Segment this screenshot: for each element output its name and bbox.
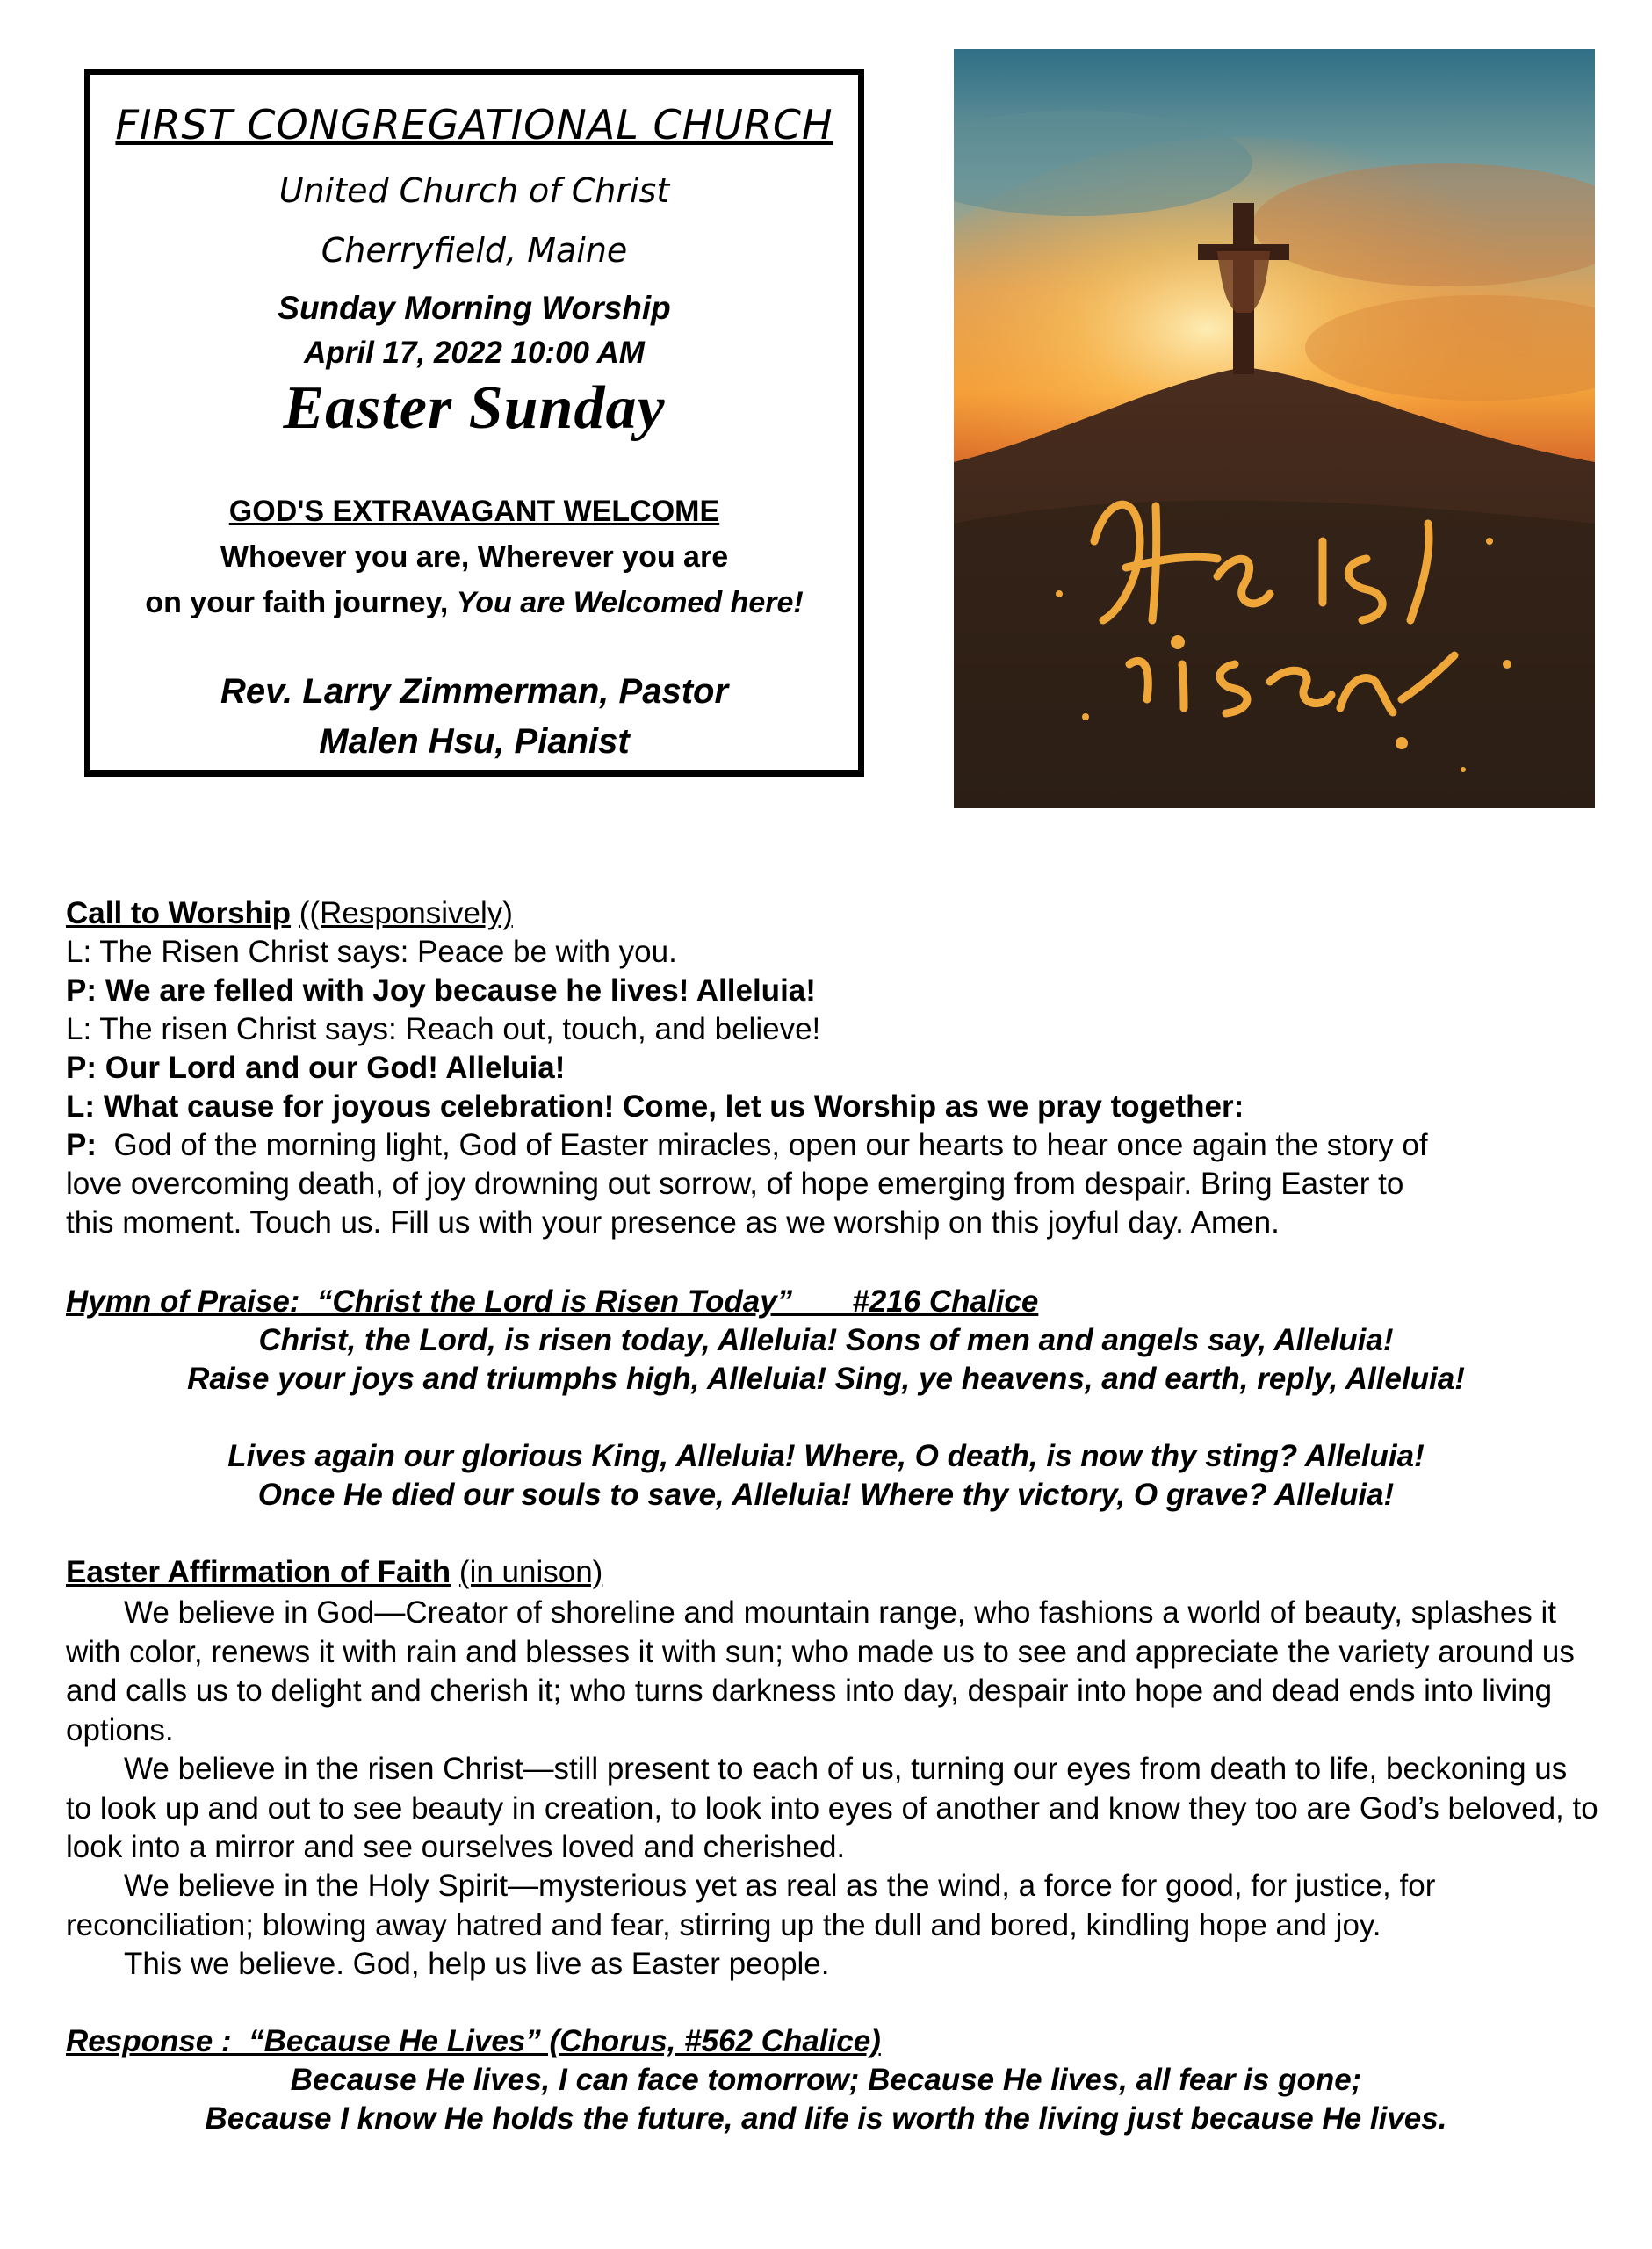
hymn-verse-line: Lives again our glorious King, Alleluia! Where, O death, is now thy sting? Alleluia!	[227, 1439, 1425, 1473]
affirmation-title: Easter Affirmation of Faith	[66, 1555, 451, 1589]
welcome-line-2	[90, 586, 858, 620]
hymn-heading: Hymn of Praise: “Christ the Lord is Risen Today” #216 Chalice	[66, 1284, 1039, 1319]
cross-hill-illustration	[954, 49, 1595, 808]
hymn-verse-line: Once He died our souls to save, Alleluia! Where thy victory, O grave? Alleluia!	[257, 1478, 1395, 1512]
liturgy-line: P: We are felled with Joy because he lives! Alleluia!	[66, 973, 816, 1008]
day-title: Easter Sunday	[283, 374, 666, 442]
prayer-line	[66, 1128, 1428, 1163]
liturgy-line: P: Our Lord and our God! Alleluia!	[66, 1051, 566, 1085]
service-date-time: April 17, 2022 10:00 AM	[304, 336, 645, 370]
response-heading: Response : “Because He Lives” (Chorus, #562 Chalice)	[66, 2024, 881, 2058]
church-header-box	[84, 69, 864, 777]
prayer-line: love overcoming death, of joy drowning out sorrow, of hope emerging from despair. Bring Easter to	[66, 1167, 1404, 1201]
church-name: FIRST CONGREGATIONAL CHURCH	[115, 101, 833, 148]
affirmation-paragraph: We believe in the Holy Spirit—mysterious yet as real as the wind, a force for good, for justice, for reconciliation; blowing away hatred and fear, stirring up the dull and bored, kindling hope and joy.	[66, 1869, 1436, 1942]
pastor-name: Rev. Larry Zimmerman, Pastor	[220, 672, 729, 711]
easter-cross-image	[954, 49, 1595, 808]
church-location: Cherryfield, Maine	[321, 231, 628, 270]
liturgy-line: L: What cause for joyous celebration! Come, let us Worship as we pray together:	[66, 1089, 1244, 1124]
affirmation-note: (in unison)	[458, 1555, 603, 1589]
affirmation-paragraph: We believe in the risen Christ—still present to each of us, turning our eyes from death to life, beckoning us to look up and out to see beauty in creation, to look into eyes of another and know they too are God’s beloved, to look into a mirror and see ourselves loved and cherished.	[66, 1752, 1598, 1864]
welcome-line-2-italic: You are Welcomed here!	[456, 586, 804, 619]
liturgy-line: L: The risen Christ says: Reach out, touch, and believe!	[66, 1012, 821, 1046]
service-name: Sunday Morning Worship	[278, 290, 671, 326]
response-line: Because He lives, I can face tomorrow; Because He lives, all fear is gone;	[290, 2063, 1362, 2097]
hymn-verse-line: Raise your joys and triumphs high, Alleluia! Sing, ye heavens, and earth, reply, Alleluia!	[187, 1362, 1465, 1396]
prayer-label: P:	[66, 1128, 97, 1162]
welcome-line-1: Whoever you are, Wherever you are	[220, 540, 729, 574]
call-to-worship-note: ((Responsively)	[299, 896, 513, 930]
affirmation-paragraph: This we believe. God, help us live as Easter people.	[124, 1947, 830, 1981]
response-line: Because I know He holds the future, and life is worth the living just because He lives.	[205, 2101, 1447, 2136]
liturgy-line: L: The Risen Christ says: Peace be with you.	[66, 935, 677, 969]
affirmation-paragraph: We believe in God—Creator of shoreline and mountain range, who fashions a world of beauty, splashes it with color, renews it with rain and blesses it with sun; who made us to see and appreciate the variety around us and calls us to delight and cherish it; who turns darkness into day, despair into hope and dead ends into living options.	[66, 1595, 1575, 1747]
hymn-verse-line: Christ, the Lord, is risen today, Alleluia! Sons of men and angels say, Alleluia!	[258, 1323, 1394, 1357]
welcome-title: GOD'S EXTRAVAGANT WELCOME	[228, 495, 720, 528]
pianist-name: Malen Hsu, Pianist	[319, 722, 630, 761]
prayer-text: God of the morning light, God of Easter miracles, open our hearts to hear once again the story of	[113, 1128, 1428, 1162]
call-to-worship-heading	[66, 896, 513, 931]
prayer-line: this moment. Touch us. Fill us with your presence as we worship on this joyful day. Amen.	[66, 1205, 1280, 1240]
affirmation-heading	[66, 1555, 602, 1590]
welcome-line-2-plain: on your faith journey,	[145, 586, 457, 619]
call-to-worship-title: Call to Worship	[66, 896, 292, 930]
denomination: United Church of Christ	[278, 171, 670, 210]
